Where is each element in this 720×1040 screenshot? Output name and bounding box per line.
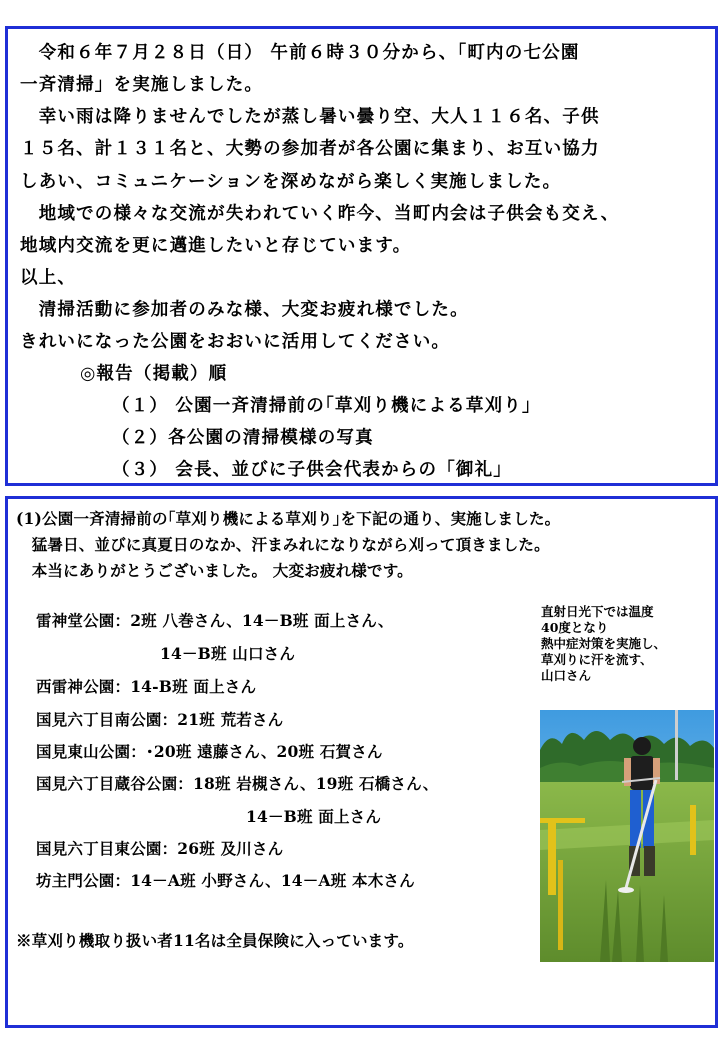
- caption-line: 草刈りに汗を流す、: [541, 652, 653, 667]
- park-line: 14－B班 面上さん: [246, 807, 382, 826]
- intro-line: 地域内交流を更に邁進したいと存じています。: [20, 236, 412, 256]
- park-line: 国見東山公園：･20班 遠藤さん、20班 石賀さん: [36, 742, 383, 761]
- report-item: （２）各公園の清掃模様の写真: [112, 428, 374, 448]
- park-line: 国見六丁目東公園：26班 及川さん: [36, 839, 284, 858]
- report-item: （３） 会長、並びに子供会代表からの「御礼」: [112, 460, 512, 480]
- report-heading: ◎報告（掲載）順: [80, 364, 228, 384]
- intro-line: しあい、コミュニケーションを深めながら楽しく実施しました。: [20, 172, 562, 192]
- caption-line: 40度となり: [541, 620, 609, 635]
- intro-line: きれいになった公園をおおいに活用してください。: [20, 332, 451, 352]
- intro-line: 幸い雨は降りませんでしたが蒸し暑い曇り空、大人１１６名、子供: [20, 107, 600, 127]
- park-line: 西雷神公園：14-B班 面上さん: [36, 677, 257, 696]
- park-line: 国見六丁目南公園：21班 荒若さん: [36, 710, 284, 729]
- insurance-note: ※草刈り機取り扱い者11名は全員保険に入っています。: [16, 931, 414, 950]
- intro-line: 以上、: [20, 268, 77, 288]
- intro-line: １５名、計１３１名と、大勢の参加者が各公園に集まり、お互い協力: [20, 139, 600, 159]
- park-line: 坊主門公園：14－A班 小野さん、14－A班 本木さん: [36, 871, 415, 890]
- park-line: 雷神堂公園：2班 八巻さん、14－B班 面上さん、: [36, 611, 394, 630]
- photo-caption: [541, 604, 713, 684]
- report-item: （１） 公園一斉清掃前の｢草刈り機による草刈り｣: [112, 396, 532, 416]
- park-line: 14－B班 山口さん: [160, 644, 296, 663]
- section1-line: 猛暑日、並びに真夏日のなか、汗まみれになりながら刈って頂きました。: [16, 535, 550, 554]
- park-line: 国見六丁目蔵谷公園：18班 岩槻さん、19班 石橋さん、: [36, 774, 439, 793]
- intro-line: 地域での様々な交流が失われていく昨今、当町内会は子供会も交え、: [20, 204, 620, 224]
- caption-line: 直射日光下では温度: [541, 604, 654, 619]
- grass-cutting-photo: [540, 710, 714, 962]
- intro-line: 令和６年７月２８日（日） 午前６時３０分から、「町内の七公園: [20, 43, 580, 63]
- caption-line: 熱中症対策を実施し、: [541, 636, 667, 651]
- caption-line: 山口さん: [541, 668, 592, 683]
- intro-line: 清掃活動に参加者のみな様、大変お疲れ様でした。: [20, 300, 469, 320]
- intro-line: 一斉清掃」を実施しました。: [20, 75, 264, 95]
- section1-line: 本当にありがとうございました。 大変お疲れ様です。: [16, 561, 413, 580]
- section1-line: (1)公園一斉清掃前の｢草刈り機による草刈り｣を下記の通り、実施しました。: [16, 509, 561, 528]
